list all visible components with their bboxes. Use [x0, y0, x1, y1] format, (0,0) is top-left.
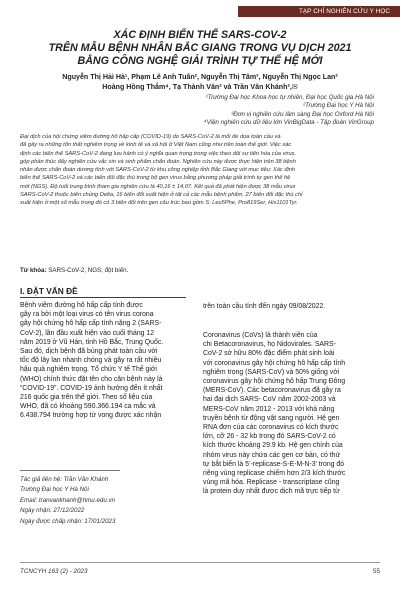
title-line-2: TRÊN MẪU BỆNH NHÂN BẮC GIANG TRONG VỤ DỊCH 2021 [48, 42, 352, 54]
body-line: truyền bệnh từ động vật sang người. Hệ gen [203, 414, 340, 422]
body-line: 216 quốc gia trên thế giới. Theo số liệu của [20, 394, 153, 402]
keywords-label: Từ khóa: [20, 267, 47, 274]
body-line: Coronavirus (CoVs) là thành viên của [203, 332, 318, 339]
abstract-line: mới (NGS). Độ tuổi trung bình tham gia nghiên cứu là 40,16 ± 14,07. Kết quả đã phát hiện được 38 mẫu virus [20, 183, 296, 190]
body-line: hai đại dịch SARS- CoV năm 2002-2003 và [203, 396, 336, 404]
body-line: WHO, đã có khoảng 590.366.194 ca mắc và [20, 403, 156, 411]
footer-journal-issue: TCNCYH 163 (2) - 2023 [20, 568, 88, 575]
body-line: gây ra bởi một loại virus có tên virus corona [20, 311, 154, 319]
authors-line-2: Hoàng Hồng Thắm⁴, Tạ Thành Văn² và Trần Văn Khánh²,✉ [102, 83, 298, 91]
abstract-line: xuất hiện ở một số mẫu trong đó có 3 biến đổi trên gen cấu trúc bao gồm S: Leu5Phe, Pro819Ser, His1101Tyr. [20, 200, 298, 206]
body-line: (MERS-CoV). Các betacoronavirus đã gây ra [203, 387, 341, 395]
body-line: chi Betacoronavirus, họ Nidovirales. SARS- [203, 341, 336, 349]
corresponding-author: Tác giả liên hệ: Trần Văn Khánh [20, 476, 109, 483]
keywords-text: SARS-CoV-2, NGS, đột biến. [48, 267, 129, 274]
body-column-right [203, 331, 380, 497]
footnote-separator [20, 470, 120, 471]
abstract-line: đã gây ra những tổn thất nghiêm trọng về kinh tế và xã hội ở Việt Nam cũng như trên toàn thế giới. Việc xác [20, 142, 292, 149]
body-line: tốc độ lây lan nhanh chóng và gây ra rất nhiều [20, 357, 162, 365]
body-line: coronavirus gây hội chứng hô hấp Trung Đông [203, 378, 346, 386]
body-line: hậu quả nghiêm trọng. Tổ chức Y tế Thế giới [20, 366, 157, 374]
body-line: CoV-2 sở hữu 80% đặc điểm phát sinh loài [203, 350, 335, 358]
abstract-line: SARS-CoV-2 thuộc biến chủng Delta, 16 biến đổi xuất hiện ở tất cả các mẫu bệnh phẩm, 27 biến đổi đặc thù chỉ [20, 191, 303, 198]
section-heading: I. ĐẶT VẤN ĐỀ [20, 286, 78, 296]
body-line: lớn, cỡ 26 - 32 kb trong đó SARS-CoV-2 có [203, 433, 336, 441]
body-line: kích thước khoảng 29.9 kb. Hệ gen chính của [203, 442, 343, 450]
journal-section-label: TẠP CHÍ NGHIÊN CỨU Y HỌC [298, 8, 390, 15]
corresponding-email: Email: tranvankhanh@hmu.edu.vn [20, 496, 116, 504]
affiliation-2: ²Trường Đại học Y Hà Nội [303, 102, 374, 110]
affiliation-4: ⁴Viện nghiên cứu dữ liệu lớn VinBigData - Tập đoàn VinGroup [203, 119, 374, 127]
accepted-date: Ngày được chấp nhận: 17/01/2023 [20, 517, 116, 525]
body-column-left [20, 301, 188, 421]
body-line: với coronavirus gây hội chứng hô hấp cấp tính [203, 359, 346, 367]
body-line: gây hội chứng hô hấp cấp tính nặng 2 (SARS- [20, 320, 162, 328]
received-date: Ngày nhận: 27/12/2022 [20, 507, 85, 515]
affiliation-3: ³Đơn vị nghiên cứu lâm sàng Đại học Oxford Hà Nội [231, 110, 374, 118]
body-line: (WHO) chính thức đặt tên cho căn bệnh này là [20, 375, 163, 383]
body-line: Sau đó, dịch bệnh đã bùng phát toàn cầu với [20, 348, 158, 356]
correspondence-note [20, 475, 115, 527]
body-line: CoV-2), lần đầu xuất hiện vào cuối tháng 12 [20, 329, 155, 337]
abstract-line: định các biến thể SARS-CoV-2 đang lưu hành có ý nghĩa quan trọng trong việc theo dõi sự tiến hóa của virus, [20, 150, 297, 157]
footer-divider [20, 562, 380, 563]
authors-line-1: Nguyễn Thị Hải Hà¹, Phạm Lê Anh Tuấn², Nguyễn Thị Tâm³, Nguyễn Thị Ngọc Lan² [62, 73, 338, 81]
author-list [0, 72, 400, 92]
body-line: MERS-CoV năm 2012 - 2013 với khả năng [203, 405, 335, 413]
body-line: riêng vùng replicase chiếm hơn 2/3 kích thước [203, 470, 346, 478]
body-line: vùng mã hóa. Replicase - transcriptase cũng [203, 479, 340, 487]
body-line: RNA đơn của các coronavirus có kích thước [203, 424, 339, 432]
corresponding-institution: Trường Đại học Y Hà Nội [20, 486, 89, 494]
abstract-line: nhân được chẩn đoán dương tính với SARS-CoV-2 từ khu công nghiệp tỉnh Bắc Giang với mục tiêu: Xác định [20, 167, 296, 173]
body-line: là protein duy nhất được dịch mã trực tiếp từ [203, 488, 340, 496]
title-line-1: XÁC ĐỊNH BIẾN THỂ SARS-COV-2 [113, 29, 287, 41]
body-line: “COVID-19”. COVID-19 ảnh hưởng đến ít nhất [20, 384, 163, 392]
body-line: nghiêm trọng (SARS-CoV) và 50% giống với [203, 368, 340, 376]
body-line-continued: trên toàn cầu tính đến ngày 09/08/2022. [203, 303, 326, 310]
page-number: 55 [372, 568, 380, 575]
abstract [20, 133, 380, 207]
abstract-line: Đại dịch của hội chứng viêm đường hô hấp cấp (COVID-19) do SARS-CoV-2 là mối đe dọa toàn cầu và [20, 134, 281, 140]
abstract-line: góp phần thúc đẩy nghiên cứu vắc xin và sinh phẩm chẩn đoán. Nghiên cứu này được thực hiện trên 38 bệnh [20, 158, 296, 165]
body-line: Bệnh viêm đường hô hấp cấp tính được [20, 302, 143, 309]
affiliation-1: ¹Trường Đại học Khoa học tự nhiên, Đại học Quốc gia Hà Nội [205, 94, 374, 101]
journal-section-banner [238, 6, 400, 17]
body-line: nhóm virus này chứa các gen cơ bản, có thứ [203, 451, 341, 459]
title-line-3: BẰNG CÔNG NGHỆ GIẢI TRÌNH TỰ THẾ HỆ MỚI [77, 55, 323, 67]
affiliations [204, 94, 374, 128]
body-line: 6.438.794 trường hợp tử vong được xác nhận [20, 412, 162, 420]
keywords [20, 266, 128, 275]
body-line: năm 2019 ở Vũ Hán, tỉnh Hồ Bắc, Trung Quốc. [20, 338, 164, 346]
section-underline [20, 297, 186, 298]
body-line: tự bắt biến là 5’-replicase-S-E-M-N-3’ trong đó [203, 460, 345, 468]
abstract-line: biến thể SARS-CoV-2 và các biến đổi đặc thù trong bộ gen virus bằng phương pháp giải trình tự gen thế hệ [20, 175, 291, 182]
article-title [0, 29, 400, 68]
